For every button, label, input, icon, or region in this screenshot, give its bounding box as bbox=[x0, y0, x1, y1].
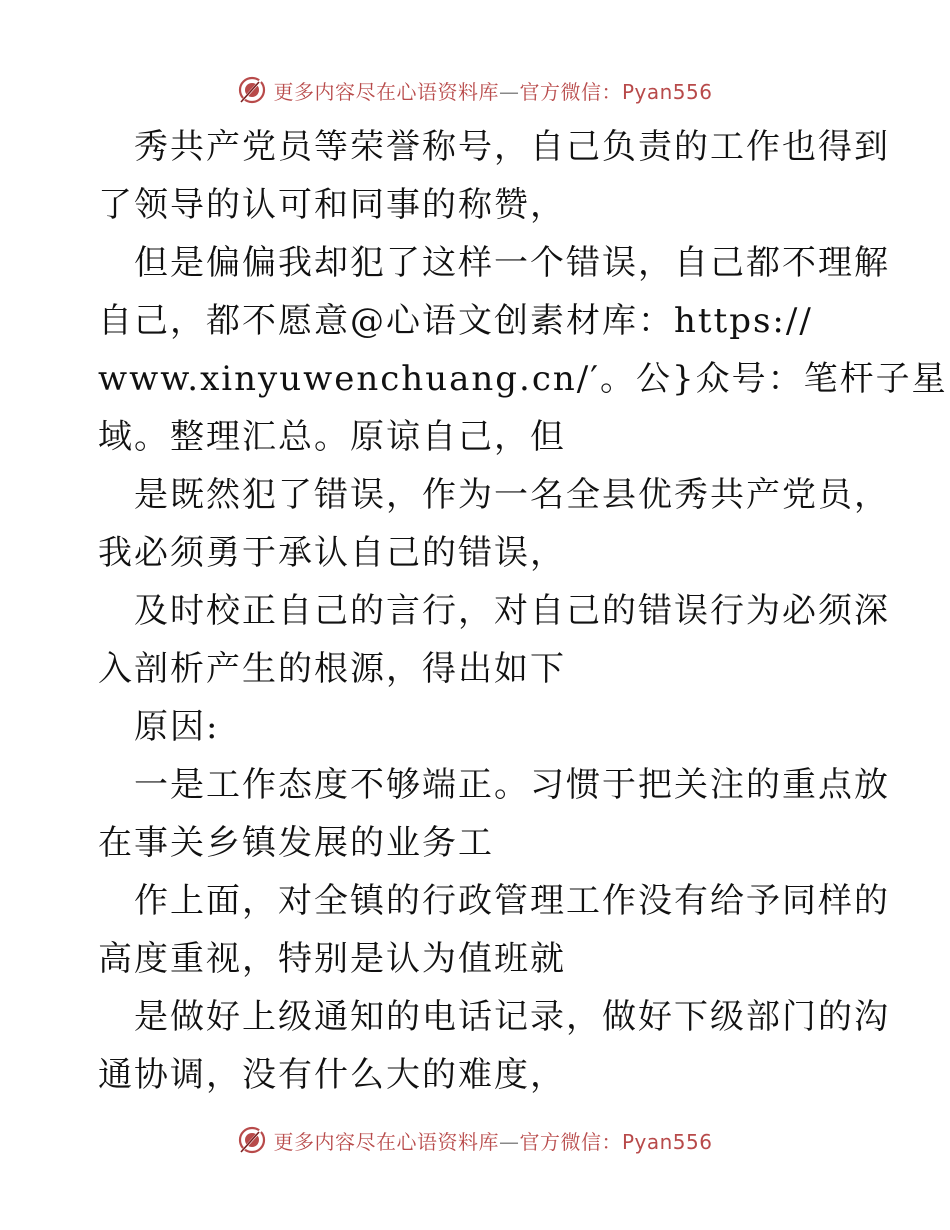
document-body bbox=[98, 118, 948, 1104]
header-banner bbox=[0, 70, 950, 110]
body-text-line: 我必须勇于承认自己的错误， bbox=[98, 533, 566, 573]
body-text-line: 原因: bbox=[134, 707, 220, 747]
body-text-line: 自己，都不愿意@心语文创素材库：https:// bbox=[98, 301, 813, 341]
header-banner-main: 更多内容尽在心语资料库 bbox=[273, 79, 499, 104]
body-text-line: 是做好上级通知的电话记录，做好下级部门的沟 bbox=[134, 997, 890, 1037]
body-text-line: 在事关乡镇发展的业务工 bbox=[98, 823, 494, 863]
body-text-line: 入剖析产生的根源，得出如下 bbox=[98, 649, 566, 689]
body-text-line: www.xinyuwenchuang.cn/′。公}众号：笔杆子星 bbox=[98, 359, 948, 399]
footer-banner bbox=[0, 1120, 950, 1160]
header-banner-contact: 官方微信：Pyan556 bbox=[519, 79, 713, 104]
body-text-line: 但是偏偏我却犯了这样一个错误，自己都不理解 bbox=[134, 243, 890, 283]
footer-banner-dash: — bbox=[498, 1129, 520, 1154]
body-text-line: 是既然犯了错误，作为一名全县优秀共产党员， bbox=[134, 475, 890, 515]
footer-banner-text bbox=[273, 1126, 712, 1155]
body-text-line: 秀共产党员等荣誉称号，自己负责的工作也得到 bbox=[134, 127, 890, 167]
body-text-line: 通协调，没有什么大的难度， bbox=[98, 1055, 566, 1095]
header-banner-dash: — bbox=[498, 79, 520, 104]
body-text-line: 域。整理汇总。原谅自己，但 bbox=[98, 417, 566, 457]
body-text-line: 高度重视，特别是认为值班就 bbox=[98, 939, 566, 979]
footer-banner-contact: 官方微信：Pyan556 bbox=[519, 1129, 713, 1154]
footer-banner-main: 更多内容尽在心语资料库 bbox=[273, 1129, 499, 1154]
body-text-line: 及时校正自己的言行，对自己的错误行为必须深 bbox=[134, 591, 890, 631]
quill-pen-seal-icon bbox=[237, 75, 267, 105]
quill-pen-seal-icon bbox=[237, 1125, 267, 1155]
body-text-line: 作上面，对全镇的行政管理工作没有给予同样的 bbox=[134, 881, 890, 921]
body-text-line: 了领导的认可和同事的称赞， bbox=[98, 185, 566, 225]
header-banner-text bbox=[273, 76, 712, 105]
body-text-line: 一是工作态度不够端正。习惯于把关注的重点放 bbox=[134, 765, 890, 805]
